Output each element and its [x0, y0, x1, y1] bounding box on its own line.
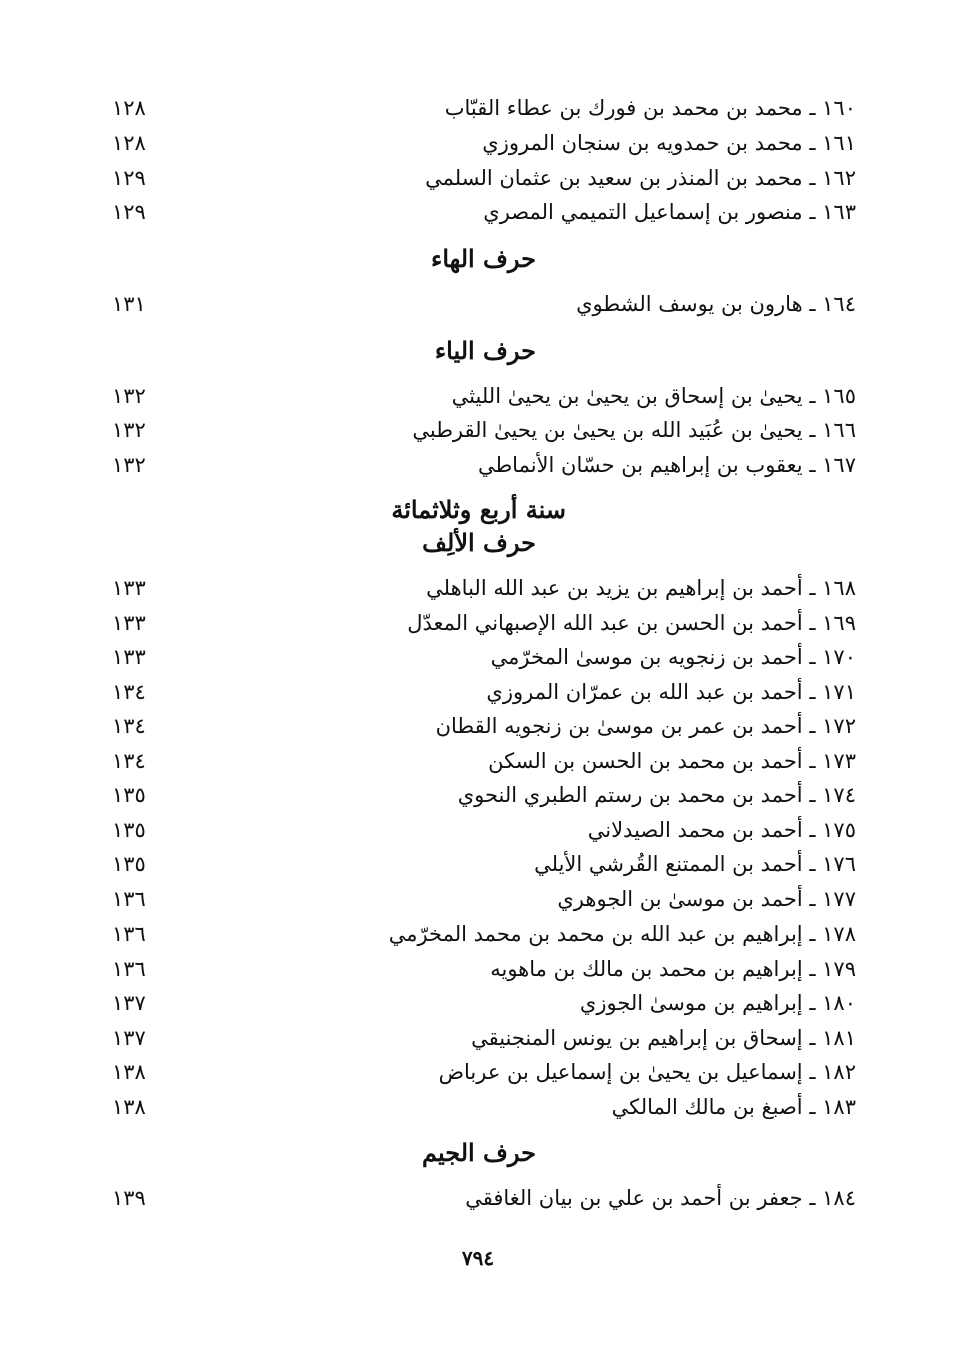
entry-page: ١٣٤: [112, 680, 146, 704]
index-entry: [0, 780, 956, 814]
entry-text: ١٦٤ ـ هارون بن يوسف الشطوي: [576, 292, 856, 316]
index-entry: [0, 849, 956, 883]
entry-text: ١٧٥ ـ أحمد بن محمد الصيدلاني: [587, 818, 856, 842]
entry-page: ١٣٤: [112, 749, 146, 773]
index-entry: [0, 1092, 956, 1126]
index-entry: [0, 163, 956, 197]
entry-text: ١٧٠ ـ أحمد بن زنجويه بن موسىٰ المخرّمي: [490, 645, 856, 669]
entry-page: ١٣٢: [112, 453, 146, 477]
index-entry: [0, 919, 956, 953]
index-entry: [0, 815, 956, 849]
entry-text: ١٧٤ ـ أحمد بن محمد بن رستم الطبري النحوي: [457, 783, 856, 807]
entry-text: ١٨٣ ـ أصبغ بن مالك المالكي: [611, 1095, 856, 1119]
index-entry: [0, 1023, 956, 1057]
entry-page: ١٣٥: [112, 818, 146, 842]
entry-page: ١٢٨: [112, 96, 146, 120]
entry-text: ١٦١ ـ محمد بن حمدويه بن سنجان المروزي: [482, 131, 856, 155]
entry-page: ١٢٩: [112, 200, 146, 224]
entry-page: ١٢٨: [112, 131, 146, 155]
entry-text: ١٦٦ ـ يحيىٰ بن عُبَيد الله بن يحيىٰ بن يحيىٰ القرطبي: [412, 418, 856, 442]
entry-page: ١٣٨: [112, 1095, 146, 1119]
entry-text: ١٧٣ ـ أحمد بن محمد بن الحسن بن السكن: [488, 749, 856, 773]
entry-text: ١٧٧ ـ أحمد بن موسىٰ بن الجوهري: [557, 887, 856, 911]
entry-page: ١٢٩: [112, 166, 146, 190]
index-entry: [0, 608, 956, 642]
entry-page: ١٣٦: [112, 887, 146, 911]
entry-page: ١٣٤: [112, 714, 146, 738]
entry-page: ١٣١: [112, 292, 146, 316]
index-entry: [0, 197, 956, 231]
index-entry: [0, 1183, 956, 1217]
entry-page: ١٣٧: [112, 991, 146, 1015]
index-entry: [0, 988, 956, 1022]
index-entry: [0, 677, 956, 711]
entry-text: ١٨٢ ـ إسماعيل بن يحيىٰ بن إسماعيل بن عرباض: [438, 1060, 856, 1084]
entry-text: ١٦٩ ـ أحمد بن الحسن بن عبد الله الإصبهاني المعدّل: [407, 611, 856, 635]
entry-text: ١٦٨ ـ أحمد بن إبراهيم بن يزيد بن عبد الله الباهلي: [426, 576, 856, 600]
entry-page: ١٣٩: [112, 1186, 146, 1210]
entry-page: ١٣٣: [112, 645, 146, 669]
entry-text: ١٨١ ـ إسحاق بن إبراهيم بن يونس المنجنيقي: [471, 1026, 856, 1050]
index-entry: [0, 93, 956, 127]
entry-text: ١٦٠ ـ محمد بن محمد بن فورك بن عطاء القبّاب: [444, 96, 856, 120]
index-entry: [0, 415, 956, 449]
page-number: ٧٩٤: [461, 1246, 495, 1270]
entry-page: ١٣٧: [112, 1026, 146, 1050]
entry-text: ١٧١ ـ أحمد بن عبد الله بن عمرّان المروزي: [486, 680, 856, 704]
index-entry: [0, 381, 956, 415]
index-entry: [0, 954, 956, 988]
index-page: ١٦٠ ـ محمد بن محمد بن فورك بن عطاء القبّاب ١٢٨ ١٦١ ـ محمد بن حمدويه بن سنجان المروزي ١٢٨ ١٦٢ ـ محمد بن المنذر بن سعيد بن عثمان السلمي ١٢٩ ١٦٣ ـ منصور بن إسماعيل التميمي المصري ١٢٩ حرف الهاء ١٦٤ ـ هارون بن يوسف الشطوي ١٣١ حرف الياء ١٦٥ ـ يحيىٰ بن إسحاق بن يحيىٰ بن يحيىٰ الليثي ١٣٢ ١٦٦ ـ يحيىٰ بن عُبَيد الله بن يحيىٰ بن يحيىٰ القرطبي ١٣٢ ١٦٧ ـ يعقوب بن إبراهيم بن حسّان الأنماطي ١٣٢ سنة أربع وثلاثمائة حرف الألِف ١٦٨ ـ أحمد بن إبراهيم بن يزيد بن عبد الله الباهلي ١٣٣ ١٦٩ ـ أحمد بن الحسن بن عبد الله الإصبهاني المعدّل ١٣٣ ١٧٠ ـ أحمد بن زنجويه بن موسىٰ المخرّمي ١٣٣ ١٧١ ـ أحمد بن عبد الله بن عمرّان المروزي ١٣٤ ١٧٢ ـ أحمد بن عمر بن موسىٰ بن زنجويه القطان ١٣٤ ١٧٣ ـ أحمد بن محمد بن الحسن بن السكن ١٣٤ ١٧٤ ـ أحمد بن محمد بن رستم الطبري النحوي ١٣٥ ١٧٥ ـ أحمد بن محمد الصيدلاني ١٣٥ ١٧٦ ـ أحمد بن الممتنع القُرشي الأيلي ١٣٥ ١٧٧ ـ أحمد بن موسىٰ بن الجوهري ١٣٦ ١٧٨ ـ إبراهيم بن عبد الله بن محمد بن محمد المخرّمي ١٣٦ ١٧٩ ـ إبراهيم بن محمد بن مالك بن ماهويه ١٣٦ ١٨٠ ـ إبراهيم بن موسىٰ الجوزي ١٣٧ ١٨١ ـ إسحاق بن إبراهيم بن يونس المنجنيقي ١٣٧ ١٨٢ ـ إسماعيل بن يحيىٰ بن إسماعيل بن عرباض ١٣٨ ١٨٣ ـ أصبغ بن مالك المالكي ١٣٨ حرف الجيم ١٨٤ ـ جعفر بن أحمد بن علي بن بيان الغافقي ١٣٩ ٧٩٤: [0, 0, 956, 1370]
index-entry: [0, 746, 956, 780]
entry-text: ١٧٩ ـ إبراهيم بن محمد بن مالك بن ماهويه: [490, 957, 856, 981]
entry-text: ١٦٣ ـ منصور بن إسماعيل التميمي المصري: [483, 200, 856, 224]
entry-text: ١٦٧ ـ يعقوب بن إبراهيم بن حسّان الأنماطي: [477, 453, 856, 477]
entry-text: ١٨٠ ـ إبراهيم بن موسىٰ الجوزي: [579, 991, 856, 1015]
index-entry: [0, 450, 956, 484]
entry-text: ١٦٥ ـ يحيىٰ بن إسحاق بن يحيىٰ بن يحيىٰ الليثي: [451, 384, 856, 408]
entry-text: ١٨٤ ـ جعفر بن أحمد بن علي بن بيان الغافقي: [465, 1186, 856, 1210]
entry-page: ١٣٥: [112, 852, 146, 876]
index-entry: [0, 711, 956, 745]
index-entry: [0, 1057, 956, 1091]
index-entry: [0, 884, 956, 918]
entry-page: ١٣٨: [112, 1060, 146, 1084]
entry-page: ١٣٦: [112, 922, 146, 946]
entry-page: ١٣٦: [112, 957, 146, 981]
index-entry: [0, 642, 956, 676]
entry-page: ١٣٣: [112, 576, 146, 600]
entry-page: ١٣٥: [112, 783, 146, 807]
entry-page: ١٣٣: [112, 611, 146, 635]
entry-text: ١٧٦ ـ أحمد بن الممتنع القُرشي الأيلي: [534, 852, 856, 876]
entry-text: ١٧٢ ـ أحمد بن عمر بن موسىٰ بن زنجويه القطان: [435, 714, 856, 738]
index-entry: [0, 128, 956, 162]
entry-page: ١٣٢: [112, 418, 146, 442]
entry-text: ١٧٨ ـ إبراهيم بن عبد الله بن محمد بن محمد المخرّمي: [388, 922, 856, 946]
index-entry: [0, 573, 956, 607]
entry-page: ١٣٢: [112, 384, 146, 408]
index-entry: [0, 289, 956, 323]
entry-text: ١٦٢ ـ محمد بن المنذر بن سعيد بن عثمان السلمي: [425, 166, 856, 190]
